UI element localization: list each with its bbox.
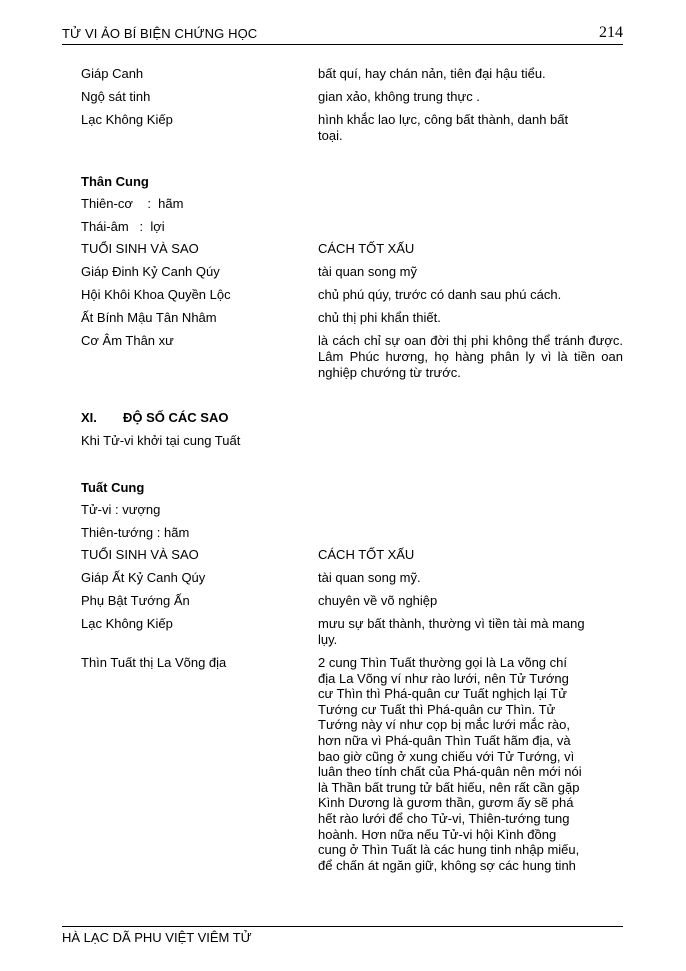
- row-right: tài quan song mỹ.: [318, 570, 421, 585]
- col-right-header: CÁCH TỐT XẤU: [318, 241, 415, 256]
- row-left: Ất Bính Mậu Tân Nhâm: [81, 310, 217, 325]
- paragraph-line: 2 cung Thìn Tuất thường gọi là La võng chí: [318, 655, 567, 670]
- paragraph-line: để chấn át ngăn giữ, không sợ các hung tinh: [318, 857, 576, 873]
- row-right: hình khắc lao lực, công bất thành, danh bất toại.: [318, 112, 569, 143]
- row-left: Lạc Không Kiếp: [81, 112, 173, 127]
- row-left: Phụ Bật Tướng Ấn: [81, 593, 190, 608]
- row-right: chủ thị phi khẩn thiết.: [318, 310, 441, 325]
- row-left: Giáp Ất Kỷ Canh Qúy: [81, 570, 206, 585]
- section-title: ĐỘ SỐ CÁC SAO: [123, 410, 229, 425]
- paragraph-line: là Thần bất trung tử bất hiếu, nên rất cần gặp: [318, 779, 580, 795]
- paragraph-line: Tướng cư Tuất thì Phá-quân cư Thìn. Tử: [318, 701, 556, 717]
- col-left-header: TUỔI SINH VÀ SAO: [81, 241, 199, 256]
- page-header: [62, 24, 623, 45]
- row-left: Hội Khôi Khoa Quyền Lộc: [81, 287, 231, 302]
- row-right: mưu sự bất thành, thường vì tiền tài mà mang lụy.: [318, 616, 585, 647]
- row-right: bất quí, hay chán nản, tiên đại hậu tiểu.: [318, 66, 546, 81]
- row-right: tài quan song mỹ: [318, 264, 418, 279]
- paragraph-line: Tướng này ví như cọp bị mắc lưới mắc rào,: [318, 717, 570, 733]
- paragraph-line: cung ở Thìn Tuất là các hung tinh nhập miếu,: [318, 842, 580, 858]
- paragraph-line: địa La Võng ví như rào lưới, nên Tử Tướng: [318, 670, 569, 686]
- star-line: Tử-vi : vượng: [81, 502, 161, 517]
- row-left: Giáp Đinh Kỷ Canh Qúy: [81, 264, 220, 279]
- star-line: Thiên-cơ : hãm: [81, 196, 184, 211]
- star-line: Thiên-tướng : hãm: [81, 525, 190, 540]
- col-right-header: CÁCH TỐT XẤU: [318, 547, 415, 562]
- paragraph-line: bao giờ cũng ở xung chiếu với Tử Tướng, vì: [318, 748, 575, 764]
- row-right: chuyên về võ nghiệp: [318, 593, 438, 608]
- row-right: là cách chỉ sự oan đời thị phi không thể tránh được. Lâm Phúc hương, họ hàng phân ly vì là tiền oan nghiệp chướng từ trước.: [318, 333, 623, 380]
- page-number: 214: [599, 24, 623, 41]
- paragraph-line: hơn nữa vì Phá-quân Thìn Tuất hãm địa, và: [318, 732, 571, 748]
- paragraph-line: Kình Dương là gươm thần, gươm ấy sẽ phá: [318, 795, 574, 811]
- paragraph-line: cư Thìn thì Phá-quân cư Tuất nghịch lại Tử: [318, 686, 567, 702]
- row-left: Ngộ sát tinh: [81, 89, 151, 104]
- row-left: Cơ Âm Thân xư: [81, 333, 174, 348]
- row-left: Lạc Không Kiếp: [81, 616, 173, 631]
- header-title: TỬ VI ẢO BÍ BIỆN CHỨNG HỌC: [62, 26, 258, 41]
- section-intro: Khi Tử-vi khởi tại cung Tuất: [81, 433, 241, 448]
- row-left: Giáp Canh: [81, 66, 144, 81]
- paragraph-line: luân theo tính chất của Phá-quân nên mới nói: [318, 764, 582, 780]
- row-right: chủ phú qúy, trước có danh sau phú cách.: [318, 287, 562, 302]
- paragraph-line: hết rào lưới để cho Tử-vi, Thiên-tướng tung: [318, 810, 570, 826]
- section-number: XI.: [81, 410, 97, 425]
- star-line: Thái-âm : lợi: [81, 219, 165, 234]
- row-left: Thìn Tuất thị La Võng địa: [81, 655, 227, 670]
- footer-text: HÀ LẠC DÃ PHU VIỆT VIÊM TỬ: [62, 930, 252, 945]
- section-heading: Tuất Cung: [81, 480, 145, 495]
- page-footer: [62, 926, 623, 945]
- section-heading: Thân Cung: [81, 174, 149, 189]
- row-right-paragraph: [318, 655, 582, 873]
- paragraph-line: hoành. Hơn nữa nếu Tử-vi hội Kình đồng: [318, 826, 557, 842]
- col-left-header: TUỔI SINH VÀ SAO: [81, 547, 199, 562]
- row-right: gian xảo, không trung thực .: [318, 89, 480, 104]
